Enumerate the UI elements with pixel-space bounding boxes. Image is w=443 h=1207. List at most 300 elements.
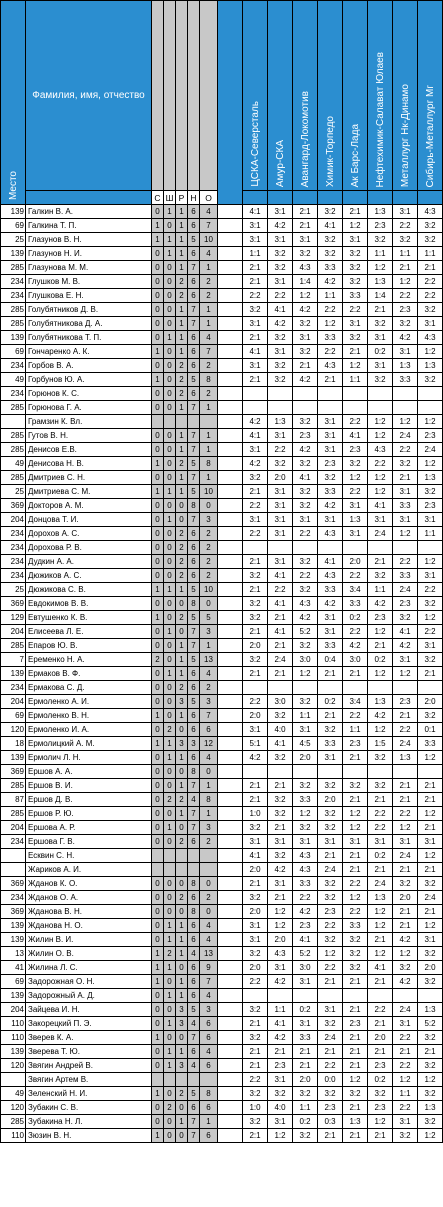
place-cell: 204 (1, 625, 26, 639)
stat-cell: 1 (164, 751, 176, 765)
stat-cell: 1 (152, 583, 164, 597)
blank-cell (218, 205, 243, 219)
score-cell: 3:2 (293, 247, 318, 261)
stat-cell: 1 (152, 1087, 164, 1101)
blank-cell (218, 737, 243, 751)
stat-cell: 1 (176, 807, 188, 821)
stat-cell: 1 (176, 975, 188, 989)
place-cell: 69 (1, 709, 26, 723)
score-cell: 0:2 (368, 653, 393, 667)
stat-cell: 0 (164, 261, 176, 275)
table-row (1, 247, 443, 261)
blank-cell (218, 611, 243, 625)
name-cell: Галкин В. А. (26, 205, 152, 219)
score-cell: 2:2 (243, 975, 268, 989)
score-cell: 2:0 (293, 1073, 318, 1087)
stat-cell: 2 (176, 1087, 188, 1101)
stat-cell: 0 (152, 429, 164, 443)
score-cell: 0:2 (318, 695, 343, 709)
score-cell: 2:1 (393, 863, 418, 877)
stat-cell: 1 (152, 961, 164, 975)
score-cell: 2:4 (393, 1003, 418, 1017)
stat-cell: 8 (188, 597, 200, 611)
name-cell: Есквин С. Н. (26, 849, 152, 863)
stat-cell: 7 (188, 779, 200, 793)
table-row (1, 331, 443, 345)
score-cell: 2:4 (268, 653, 293, 667)
name-cell: Ермоленко И. А. (26, 723, 152, 737)
stat-cell: 1 (152, 1031, 164, 1045)
table-row (1, 499, 443, 513)
score-cell (268, 681, 293, 695)
score-cell: 3:2 (293, 499, 318, 513)
stat-label: Ш (164, 191, 176, 205)
score-cell: 0:0 (318, 1073, 343, 1087)
score-cell: 2:1 (368, 975, 393, 989)
score-cell: 2:1 (343, 975, 368, 989)
score-cell: 1:1 (418, 247, 443, 261)
name-cell: Дорохов А. С. (26, 527, 152, 541)
score-cell: 3:1 (243, 919, 268, 933)
score-cell: 2:2 (343, 569, 368, 583)
name-cell: Жданова Н. О. (26, 919, 152, 933)
score-cell: 2:1 (318, 1045, 343, 1059)
score-cell: 3:2 (393, 1129, 418, 1143)
name-cell: Закорецкий П. Э. (26, 1017, 152, 1031)
score-cell (418, 401, 443, 415)
stat-cell: 0 (152, 443, 164, 457)
stat-cell: 1 (176, 345, 188, 359)
score-cell: 2:1 (343, 1003, 368, 1017)
place-cell: 234 (1, 555, 26, 569)
score-cell: 3:2 (268, 1087, 293, 1101)
score-cell: 4:1 (268, 569, 293, 583)
stat-cell (188, 849, 200, 863)
table-row (1, 863, 443, 877)
score-cell: 3:2 (418, 219, 443, 233)
name-cell: Гончаренко А. К. (26, 345, 152, 359)
score-cell: 2:3 (318, 1101, 343, 1115)
score-cell: 1:2 (418, 345, 443, 359)
stat-cell: 6 (188, 289, 200, 303)
score-cell: 3:2 (368, 1087, 393, 1101)
table-row (1, 933, 443, 947)
score-cell: 2:2 (318, 961, 343, 975)
name-cell: Ершов В. И. (26, 779, 152, 793)
stat-cell: 0 (152, 317, 164, 331)
stat-cell: 0 (152, 569, 164, 583)
place-cell: 285 (1, 261, 26, 275)
blank-cell (218, 835, 243, 849)
stat-label: Р (176, 191, 188, 205)
score-cell: 2:1 (243, 877, 268, 891)
score-cell: 3:2 (243, 891, 268, 905)
stat-cell: 1 (176, 247, 188, 261)
blank-cell (218, 541, 243, 555)
score-cell: 4:2 (268, 975, 293, 989)
blank-cell (218, 569, 243, 583)
score-cell: 3:2 (268, 807, 293, 821)
stat-cell: 1 (164, 821, 176, 835)
stat-cell: 2 (152, 653, 164, 667)
blank-cell (218, 345, 243, 359)
stat-cell: 0 (152, 555, 164, 569)
score-cell: 2:3 (368, 611, 393, 625)
score-cell: 4:1 (268, 303, 293, 317)
stat-cell: 0 (176, 723, 188, 737)
stat-cell: 1 (176, 667, 188, 681)
blank-cell (218, 639, 243, 653)
score-cell: 2:2 (293, 891, 318, 905)
place-cell: 139 (1, 751, 26, 765)
score-cell (418, 387, 443, 401)
score-cell: 3:2 (343, 947, 368, 961)
name-cell: Зубакина Н. Л. (26, 1115, 152, 1129)
score-cell: 4:2 (268, 863, 293, 877)
blank-cell (218, 331, 243, 345)
score-cell: 1:3 (418, 1101, 443, 1115)
score-cell: 4:2 (268, 1031, 293, 1045)
score-cell: 1:1 (343, 723, 368, 737)
score-cell: 1:0 (243, 1101, 268, 1115)
stat-cell: 4 (188, 1017, 200, 1031)
table-row (1, 1017, 443, 1031)
score-cell: 1:2 (368, 415, 393, 429)
score-cell: 3:1 (243, 219, 268, 233)
score-cell: 3:2 (243, 821, 268, 835)
score-cell: 2:3 (293, 429, 318, 443)
score-cell (368, 387, 393, 401)
stat-cell: 7 (188, 1115, 200, 1129)
stat-cell: 2 (200, 275, 218, 289)
score-cell: 0:2 (368, 1073, 393, 1087)
score-cell: 3:1 (418, 513, 443, 527)
stat-cell: 5 (188, 583, 200, 597)
stat-cell: 7 (188, 639, 200, 653)
stat-cell: 6 (200, 1031, 218, 1045)
score-cell: 2:1 (243, 1017, 268, 1031)
score-cell (293, 765, 318, 779)
name-cell: Горбунов Ю. А. (26, 373, 152, 387)
name-cell: Зеленский Н. И. (26, 1087, 152, 1101)
stat-cell: 1 (176, 947, 188, 961)
score-cell: 1:3 (393, 751, 418, 765)
team-header: Авангард-Локомотив (293, 1, 318, 191)
stat-cell: 0 (176, 499, 188, 513)
stat-cell: 0 (164, 905, 176, 919)
score-cell: 4:3 (368, 443, 393, 457)
stat-cell: 0 (176, 1031, 188, 1045)
score-cell: 4:3 (293, 849, 318, 863)
stat-cell: 0 (152, 1045, 164, 1059)
place-cell: 285 (1, 639, 26, 653)
place-cell: 69 (1, 219, 26, 233)
score-cell: 3:2 (268, 709, 293, 723)
stat-cell: 0 (152, 275, 164, 289)
score-cell (393, 989, 418, 1003)
table-row (1, 1115, 443, 1129)
score-cell: 3:3 (318, 485, 343, 499)
score-cell: 2:2 (268, 443, 293, 457)
team-subheader (418, 191, 443, 205)
score-cell: 3:1 (293, 975, 318, 989)
blank-cell (218, 779, 243, 793)
score-cell: 3:2 (268, 793, 293, 807)
stat-cell: 5 (188, 373, 200, 387)
place-cell: 234 (1, 359, 26, 373)
blank-cell (218, 303, 243, 317)
name-cell: Дюжикова С. В. (26, 583, 152, 597)
stat-label: О (200, 191, 218, 205)
score-cell: 3:2 (318, 821, 343, 835)
table-row (1, 289, 443, 303)
place-cell: 204 (1, 821, 26, 835)
stat-cell: 6 (188, 961, 200, 975)
stat-cell: 1 (176, 751, 188, 765)
score-cell: 3:2 (243, 653, 268, 667)
table-row (1, 891, 443, 905)
score-cell: 2:2 (268, 583, 293, 597)
score-cell: 1:2 (418, 849, 443, 863)
score-cell: 4:1 (368, 499, 393, 513)
score-cell: 1:1 (393, 247, 418, 261)
blank-cell (218, 1045, 243, 1059)
score-cell: 3:1 (343, 317, 368, 331)
place-cell: 120 (1, 723, 26, 737)
score-cell: 3:2 (318, 247, 343, 261)
place-cell: 234 (1, 275, 26, 289)
score-cell: 4:3 (268, 947, 293, 961)
score-cell: 2:1 (243, 1129, 268, 1143)
stat-cell: 0 (152, 1115, 164, 1129)
stat-cell: 7 (188, 303, 200, 317)
table-row (1, 793, 443, 807)
table-row (1, 1129, 443, 1143)
stat-cell: 6 (200, 1101, 218, 1115)
score-cell (318, 387, 343, 401)
name-cell: Ермаков В. Ф. (26, 667, 152, 681)
blank-cell (218, 1031, 243, 1045)
stat-cell: 0 (164, 877, 176, 891)
stat-cell: 1 (164, 961, 176, 975)
score-cell: 3:1 (393, 1017, 418, 1031)
stat-cell: 0 (152, 667, 164, 681)
score-cell: 3:1 (243, 233, 268, 247)
place-cell: 139 (1, 919, 26, 933)
score-cell: 2:1 (318, 1129, 343, 1143)
score-cell: 3:0 (343, 653, 368, 667)
team-header: Нефтехимик-Салават Юлаев (368, 1, 393, 191)
score-cell: 3:2 (393, 317, 418, 331)
score-cell (318, 401, 343, 415)
score-cell: 3:4 (343, 583, 368, 597)
score-cell: 1:2 (418, 415, 443, 429)
score-cell: 3:2 (318, 891, 343, 905)
score-cell: 3:1 (318, 443, 343, 457)
score-cell: 5:2 (293, 625, 318, 639)
place-cell: 369 (1, 597, 26, 611)
score-cell: 1:3 (368, 891, 393, 905)
score-cell: 1:2 (368, 905, 393, 919)
blank-cell (218, 443, 243, 457)
place-cell: 110 (1, 1031, 26, 1045)
score-cell: 2:3 (318, 905, 343, 919)
score-cell: 1:2 (368, 667, 393, 681)
score-cell: 3:2 (243, 1115, 268, 1129)
score-cell (343, 765, 368, 779)
score-cell: 2:0 (268, 933, 293, 947)
score-cell: 3:4 (343, 695, 368, 709)
team-subheader (343, 191, 368, 205)
stat-cell: 6 (188, 835, 200, 849)
score-cell: 2:2 (393, 443, 418, 457)
team-header: ЦСКА-Северсталь (243, 1, 268, 191)
stat-cell: 0 (200, 765, 218, 779)
table-row (1, 205, 443, 219)
score-cell: 1:2 (268, 905, 293, 919)
stat-cell: 1 (200, 1115, 218, 1129)
stat-cell: 0 (176, 597, 188, 611)
stat-cell: 6 (188, 569, 200, 583)
score-cell: 2:3 (368, 1059, 393, 1073)
score-cell: 4:2 (393, 933, 418, 947)
stat-cell (152, 1073, 164, 1087)
score-cell: 2:2 (368, 821, 393, 835)
stat-cell: 0 (164, 597, 176, 611)
stat-cell (188, 1073, 200, 1087)
name-cell: Жариков А. И. (26, 863, 152, 877)
score-cell: 1:2 (343, 359, 368, 373)
score-cell: 3:2 (318, 205, 343, 219)
score-cell: 3:1 (243, 359, 268, 373)
score-cell: 1:2 (368, 485, 393, 499)
stat-cell: 1 (176, 233, 188, 247)
score-cell (343, 401, 368, 415)
score-cell: 2:1 (343, 863, 368, 877)
score-cell (268, 387, 293, 401)
score-cell: 2:4 (393, 429, 418, 443)
score-cell: 1:3 (343, 513, 368, 527)
score-cell: 1:0 (243, 807, 268, 821)
score-cell: 2:1 (368, 639, 393, 653)
score-cell: 3:2 (393, 961, 418, 975)
table-row (1, 877, 443, 891)
score-cell: 3:1 (343, 835, 368, 849)
score-cell: 3:2 (293, 583, 318, 597)
score-cell: 2:2 (368, 807, 393, 821)
table-row (1, 835, 443, 849)
team-header: Сибирь-Металлург Мг (418, 1, 443, 191)
score-cell: 1:2 (343, 807, 368, 821)
score-cell: 2:1 (318, 667, 343, 681)
name-cell: Жданов К. О. (26, 877, 152, 891)
score-cell: 4:2 (318, 275, 343, 289)
score-cell: 3:1 (368, 359, 393, 373)
stat-cell: 6 (200, 1129, 218, 1143)
stat-cell: 0 (164, 457, 176, 471)
score-cell: 3:1 (293, 233, 318, 247)
stat-cell: 0 (200, 597, 218, 611)
table-row (1, 471, 443, 485)
stat-cell: 8 (200, 793, 218, 807)
score-cell: 2:2 (368, 457, 393, 471)
score-cell: 2:1 (368, 1129, 393, 1143)
score-cell: 2:2 (393, 289, 418, 303)
score-cell: 0:2 (293, 1003, 318, 1017)
stats-header-band (200, 1, 218, 191)
table-row (1, 373, 443, 387)
score-cell: 3:3 (318, 583, 343, 597)
table-row (1, 653, 443, 667)
name-cell: Галкина Т. П. (26, 219, 152, 233)
place-cell: 234 (1, 289, 26, 303)
name-cell: Задорожный А. Д. (26, 989, 152, 1003)
blank-cell (218, 289, 243, 303)
score-cell: 2:2 (343, 877, 368, 891)
score-cell: 2:1 (243, 625, 268, 639)
stat-cell: 0 (152, 541, 164, 555)
score-cell: 1:2 (418, 919, 443, 933)
score-cell: 2:3 (393, 303, 418, 317)
place-cell: 139 (1, 667, 26, 681)
blank-cell (218, 891, 243, 905)
score-cell: 3:1 (368, 835, 393, 849)
table-row (1, 1073, 443, 1087)
score-cell: 3:0 (293, 961, 318, 975)
score-cell: 2:3 (343, 1017, 368, 1031)
blank-cell (218, 527, 243, 541)
stat-cell: 0 (152, 303, 164, 317)
score-cell: 2:0 (368, 1031, 393, 1045)
stat-cell: 0 (152, 765, 164, 779)
stat-cell: 2 (200, 835, 218, 849)
stat-cell: 1 (200, 807, 218, 821)
stat-cell: 6 (188, 275, 200, 289)
name-cell: Ермакова С. Д. (26, 681, 152, 695)
score-cell: 3:2 (393, 457, 418, 471)
name-cell: Глазунов В. Н. (26, 233, 152, 247)
score-cell: 2:3 (293, 919, 318, 933)
stat-cell: 0 (176, 1101, 188, 1115)
stat-cell: 6 (200, 1017, 218, 1031)
score-cell: 2:4 (393, 583, 418, 597)
score-cell: 3:1 (268, 1073, 293, 1087)
table-row (1, 625, 443, 639)
table-row (1, 695, 443, 709)
score-cell: 2:4 (393, 849, 418, 863)
place-cell: 69 (1, 345, 26, 359)
place-cell: 285 (1, 779, 26, 793)
table-row (1, 569, 443, 583)
score-cell (343, 989, 368, 1003)
name-cell: Евтушенко К. В. (26, 611, 152, 625)
score-cell: 3:1 (268, 233, 293, 247)
stat-cell: 0 (200, 905, 218, 919)
team-subheader (393, 191, 418, 205)
name-cell: Ершова А. Р. (26, 821, 152, 835)
score-cell: 2:1 (293, 205, 318, 219)
score-cell: 4:1 (343, 429, 368, 443)
table-row (1, 527, 443, 541)
name-cell: Зюзин В. Н. (26, 1129, 152, 1143)
score-cell: 3:2 (293, 317, 318, 331)
name-cell: Глазунов Н. И. (26, 247, 152, 261)
score-cell: 1:2 (318, 317, 343, 331)
score-cell: 1:2 (368, 1115, 393, 1129)
stat-cell: 6 (188, 933, 200, 947)
stat-cell: 5 (188, 233, 200, 247)
score-cell: 3:1 (318, 513, 343, 527)
